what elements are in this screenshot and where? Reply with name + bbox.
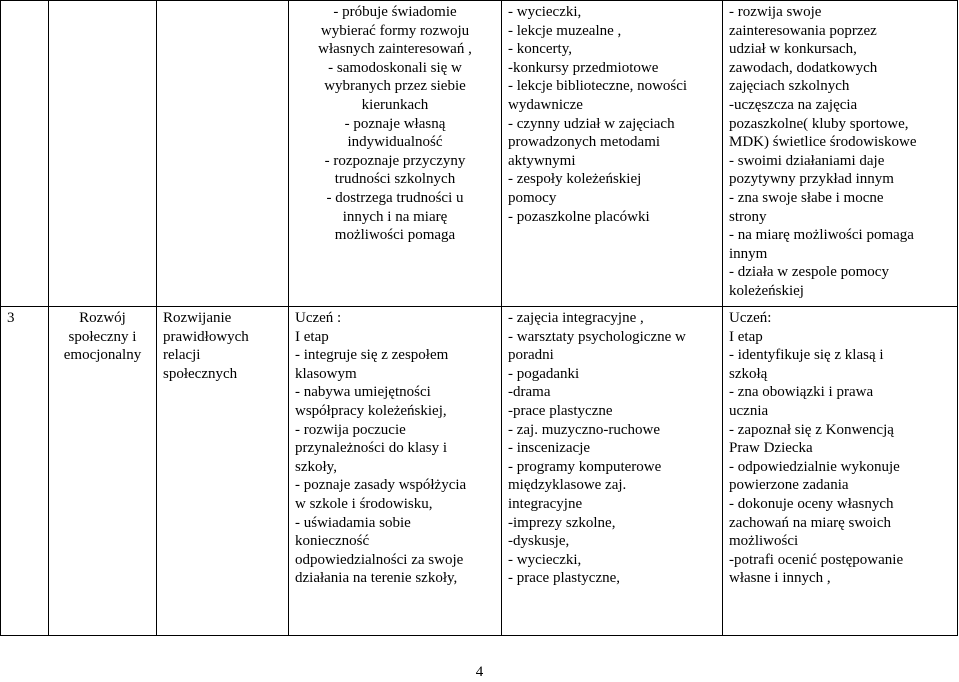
text-line: indywidualność: [347, 134, 443, 151]
text-line: pozaszkolne( kluby sportowe,: [729, 115, 909, 132]
expected-effects-cell: [723, 1, 958, 307]
text-line: - zajęcia integracyjne ,: [508, 310, 644, 326]
text-line: konieczność: [295, 533, 370, 550]
text-line: Uczeń :: [295, 310, 342, 326]
text-line: innych i na miarę: [342, 208, 448, 225]
text-line: ucznia: [729, 402, 769, 419]
text-line: wybierać formy rozwoju: [320, 22, 470, 39]
text-line: - dokonuje oceny własnych: [729, 495, 894, 512]
text-line: społecznych: [163, 365, 238, 382]
line-list: [729, 309, 951, 588]
text-line: - zna swoje słabe i mocne: [729, 189, 884, 206]
text-line: możliwości: [729, 533, 799, 550]
text-line: -konkursy przedmiotowe: [508, 59, 659, 76]
text-line: -imprezy szkolne,: [508, 514, 616, 531]
text-line: - zespoły koleżeńskiej: [508, 171, 642, 188]
text-line: integracyjne: [508, 495, 583, 512]
text-line: poradni: [508, 347, 554, 364]
text-line: koleżeńskiej: [729, 282, 804, 299]
text-line: własne i innych ,: [729, 570, 831, 587]
line-list: [55, 309, 150, 365]
text-line: - koncerty,: [508, 41, 572, 58]
text-line: -uczęszcza na zajęcia: [729, 96, 858, 113]
text-line: - rozpoznaje przyczyny: [324, 152, 466, 169]
page-number: 4: [475, 664, 484, 680]
text-line: wybranych przez siebie: [324, 78, 466, 95]
row-number: 3: [7, 310, 15, 326]
text-line: -potrafi ocenić postępowanie: [729, 551, 904, 568]
text-line: - inscenizacje: [508, 440, 591, 457]
student-achievements-cell: [289, 307, 502, 636]
text-line: -drama: [508, 384, 551, 401]
text-line: innym: [729, 245, 768, 262]
text-line: społeczny i: [68, 328, 137, 345]
text-line: - programy komputerowe: [508, 458, 662, 475]
text-line: zajęciach szkolnych: [729, 78, 850, 95]
text-line: - warsztaty psychologiczne w: [508, 328, 686, 345]
student-achievements-cell: [289, 1, 502, 307]
text-line: - pogadanki: [508, 365, 580, 382]
empty-goal-cell: [157, 1, 289, 307]
text-line: - próbuje świadomie: [333, 4, 457, 20]
line-list: [163, 309, 282, 383]
table-row-continuation: [1, 1, 958, 307]
line-list: [508, 3, 716, 226]
text-line: możliwości pomaga: [334, 227, 456, 244]
text-line: - rozwija swoje: [729, 4, 822, 20]
text-line: zachowań na miarę swoich: [729, 514, 892, 531]
text-line: - zaj. muzyczno-ruchowe: [508, 421, 661, 438]
text-line: prawidłowych: [163, 328, 249, 345]
text-line: zawodach, dodatkowych: [729, 59, 878, 76]
line-list: [295, 309, 495, 588]
text-line: Praw Dziecka: [729, 440, 813, 457]
text-line: strony: [729, 208, 767, 225]
text-line: - integruje się z zespołem: [295, 347, 449, 364]
text-line: - odpowiedzialnie wykonuje: [729, 458, 900, 475]
text-line: - poznaje własną: [344, 115, 446, 132]
text-line: w szkole i środowisku,: [295, 495, 433, 512]
forms-of-work-cell: [502, 1, 723, 307]
text-line: pozytywny przykład innym: [729, 171, 894, 188]
text-line: - działa w zespole pomocy: [729, 264, 889, 281]
text-line: pomocy: [508, 189, 557, 206]
line-list: [729, 3, 951, 301]
table-row-social-development: [1, 307, 958, 636]
text-line: relacji: [163, 347, 201, 364]
text-line: - zna obowiązki i prawa: [729, 384, 874, 401]
text-line: powierzone zadania: [729, 477, 849, 494]
text-line: klasowym: [295, 365, 357, 382]
text-line: MDK) świetlice środowiskowe: [729, 134, 917, 151]
text-line: szkołą: [729, 365, 768, 382]
expected-effects-cell: [723, 307, 958, 636]
text-line: I etap: [729, 328, 763, 345]
text-line: - czynny udział w zajęciach: [508, 115, 675, 132]
empty-number-cell: [1, 1, 49, 307]
text-line: - pozaszkolne placówki: [508, 208, 650, 225]
goal-cell: [157, 307, 289, 636]
line-list: [295, 3, 495, 245]
text-line: -prace plastyczne: [508, 402, 613, 419]
text-line: przynależności do klasy i: [295, 440, 448, 457]
text-line: - rozwija poczucie: [295, 421, 406, 438]
text-line: - lekcje biblioteczne, nowości: [508, 78, 688, 95]
text-line: - swoimi działaniami daje: [729, 152, 885, 169]
text-line: kierunkach: [361, 96, 429, 113]
text-line: prowadzonych metodami: [508, 134, 661, 151]
text-line: własnych zainteresowań ,: [318, 41, 472, 58]
text-line: - prace plastyczne,: [508, 570, 621, 587]
row-number-cell: [1, 307, 49, 636]
text-line: międzyklasowe zaj.: [508, 477, 627, 494]
text-line: - nabywa umiejętności: [295, 384, 431, 401]
empty-area-cell: [49, 1, 157, 307]
text-line: emocjonalny: [63, 347, 142, 364]
text-line: udział w konkursach,: [729, 41, 857, 58]
text-line: aktywnymi: [508, 152, 576, 169]
text-line: -dyskusje,: [508, 533, 570, 550]
text-line: współpracy koleżeńskiej,: [295, 402, 447, 419]
text-line: Rozwój: [79, 310, 126, 326]
text-line: - uświadamia sobie: [295, 514, 411, 531]
line-list: [508, 309, 716, 588]
text-line: I etap: [295, 328, 329, 345]
text-line: - poznaje zasady współżycia: [295, 477, 467, 494]
text-line: Rozwijanie: [163, 310, 232, 326]
forms-of-work-cell: [502, 307, 723, 636]
text-line: - wycieczki,: [508, 551, 582, 568]
text-line: odpowiedzialności za swoje: [295, 551, 464, 568]
text-line: - wycieczki,: [508, 4, 582, 20]
text-line: zainteresowania poprzez: [729, 22, 877, 39]
development-area-cell: [49, 307, 157, 636]
text-line: - lekcje muzealne ,: [508, 22, 622, 39]
text-line: działania na terenie szkoły,: [295, 570, 458, 587]
text-line: wydawnicze: [508, 96, 583, 113]
text-line: trudności szkolnych: [334, 171, 456, 188]
text-line: - na miarę możliwości pomaga: [729, 227, 914, 244]
text-line: Uczeń:: [729, 310, 772, 326]
text-line: - samodoskonali się w: [328, 59, 462, 76]
text-line: - zapoznał się z Konwencją: [729, 421, 894, 438]
text-line: szkoły,: [295, 458, 337, 475]
text-line: - identyfikuje się z klasą i: [729, 347, 884, 364]
text-line: - dostrzega trudności u: [326, 189, 464, 206]
